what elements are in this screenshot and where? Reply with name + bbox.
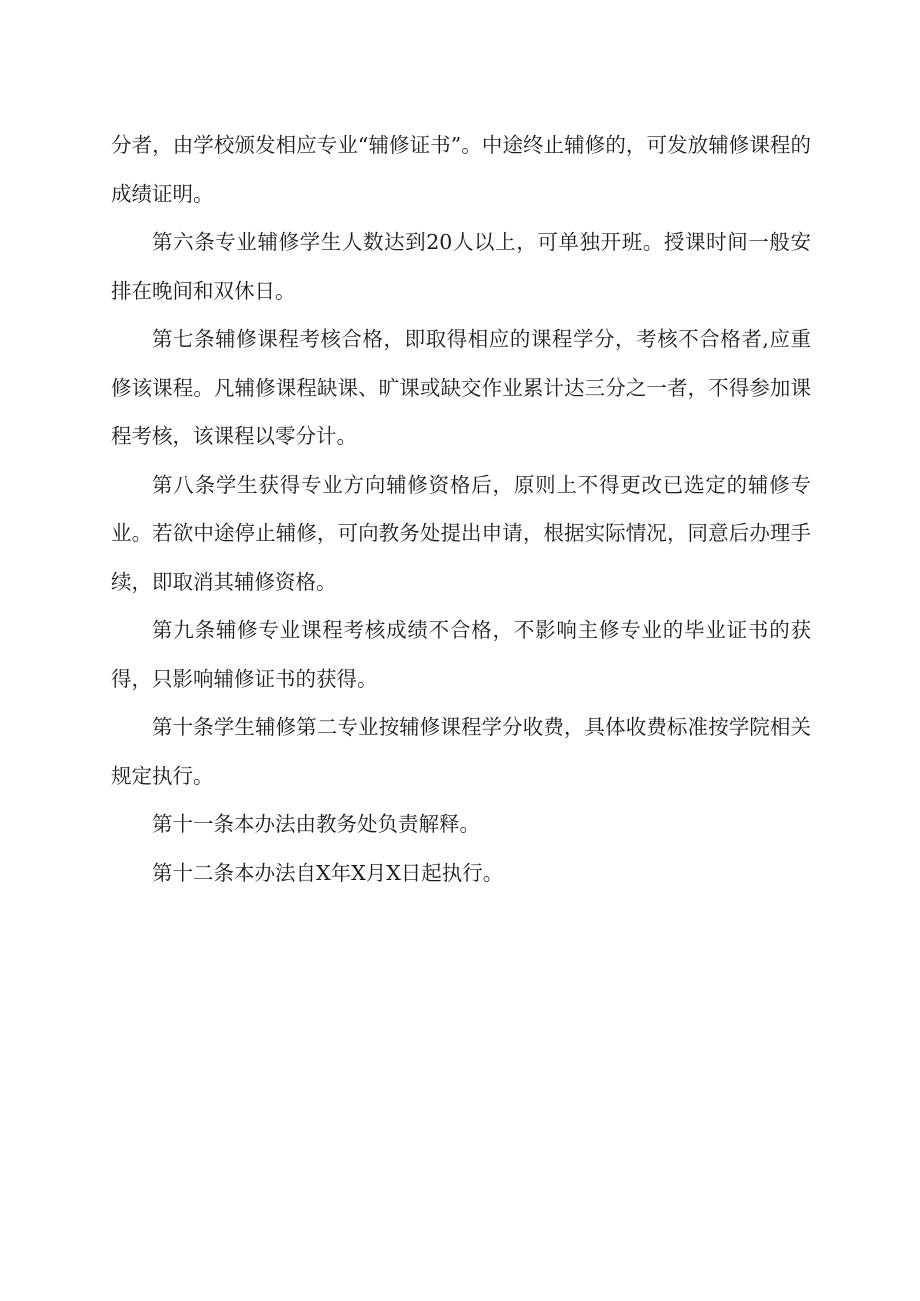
- paragraph-article-10: 第十条学生辅修第二专业按辅修课程学分收费，具体收费标准按学院相关规定执行。: [111, 715, 811, 788]
- paragraph-article-6: 第六条专业辅修学生人数达到20人以上，可单独开班。授课时间一般安排在晚间和双休日。: [111, 230, 811, 303]
- paragraph-continuation: 分者，由学校颁发相应专业“辅修证书”。中途终止辅修的，可发放辅修课程的成绩证明。: [111, 133, 811, 206]
- paragraph-article-9: 第九条辅修专业课程考核成绩不合格，不影响主修专业的毕业证书的获得，只影响辅修证书的获得。: [111, 618, 811, 691]
- paragraph-article-7: 第七条辅修课程考核合格，即取得相应的课程学分，考核不合格者,应重修该课程。凡辅修课程缺课、旷课或缺交作业累计达三分之一者，不得参加课程考核，该课程以零分计。: [111, 327, 811, 448]
- paragraph-article-11: 第十一条本办法由教务处负责解释。: [152, 812, 480, 836]
- paragraph-article-12: 第十二条本办法自X年X月X日起执行。: [152, 860, 504, 885]
- document-body: [111, 121, 811, 897]
- paragraph-article-8: 第八条学生获得专业方向辅修资格后，原则上不得更改已选定的辅修专业。若欲中途停止辅修，可向教务处提出申请，根据实际情况，同意后办理手续，即取消其辅修资格。: [111, 472, 811, 594]
